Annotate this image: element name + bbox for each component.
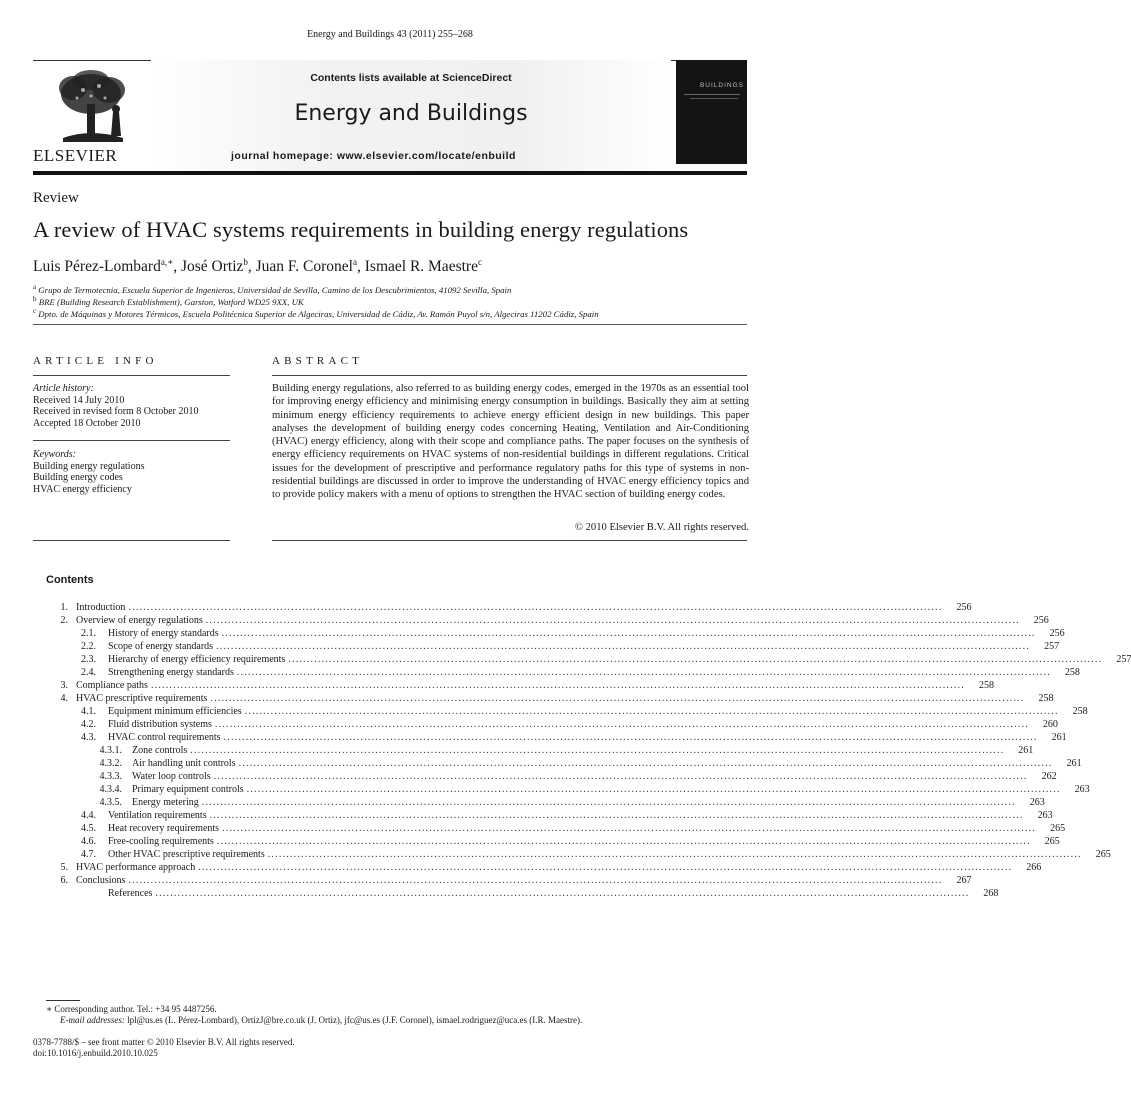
article-info-rule [33,440,230,441]
toc-entry[interactable] [46,861,1042,874]
toc-page-number: 261 [1018,745,1034,756]
toc-number: 4.4. [81,810,96,821]
toc-entry[interactable] [46,770,1057,783]
toc-number: 4.5. [81,823,96,834]
toc-entry[interactable] [46,887,999,900]
author-sep: , [173,258,181,276]
toc-title: Water loop controls [132,771,211,782]
toc-entry[interactable] [46,822,1066,835]
toc-page-number: 256 [1033,615,1049,626]
toc-number: 2. [60,615,68,626]
toc-title: Other HVAC prescriptive requirements [108,849,265,860]
publisher-name: ELSEVIER [33,146,118,165]
keyword: Building energy regulations [33,460,145,472]
keyword: HVAC energy efficiency [33,483,132,495]
toc-title: Air handling unit controls [132,758,236,769]
toc-leader-dots: ............................................................................................................................................................................................................................ [150,680,965,691]
toc-number: 4.1. [81,706,96,717]
toc-number: 4.3.1. [99,745,122,756]
homepage-prefix: journal homepage: [231,150,337,162]
toc-number: 4.3.4. [99,784,122,795]
toc-entry[interactable] [46,705,1088,718]
author-name[interactable]: Luis Pérez-Lombard [33,258,161,276]
toc-leader-dots: ............................................................................................................................................................................................................................ [128,602,943,613]
author-sup: a [353,257,357,267]
toc-entry[interactable] [46,640,1060,653]
article-info-heading: ARTICLE INFO [33,355,158,367]
toc-page-number: 263 [1029,797,1045,808]
article-info-rule [33,540,230,541]
journal-header [33,60,747,172]
author-sup: a,∗ [160,257,174,267]
toc-number: 6. [60,875,68,886]
author-sep: , [247,258,256,276]
email-addresses [60,1015,582,1026]
affiliation-text: Dpto. de Máquinas y Motores Térmicos, Escuela Politécnica Superior de Algeciras, Universidad de Cádiz, Av. Ramón Puyol s/n, Algeciras 11202 Cádiz, Spain [36,308,599,319]
cover-title: BUILDINGS [699,82,744,89]
toc-title: HVAC prescriptive requirements [76,693,208,704]
toc-leader-dots: ............................................................................................................................................................................................................................ [214,719,1029,730]
revised-date: Received in revised form 8 October 2010 [33,406,199,417]
table-of-contents [46,601,1131,900]
header-center [151,60,671,172]
journal-citation: Energy and Buildings 43 (2011) 255–268 [307,29,473,40]
issn-line: 0378-7788/$ – see front matter © 2010 Elsevier B.V. All rights reserved. [33,1037,295,1047]
author-sep: , [357,258,365,276]
toc-title: Hierarchy of energy efficiency requirements [108,654,286,665]
homepage-link[interactable]: www.elsevier.com/locate/enbuild [336,150,516,162]
toc-number: 4.2. [81,719,96,730]
toc-page-number: 258 [1038,693,1054,704]
affiliation [33,307,599,319]
toc-entry[interactable] [46,653,1131,666]
author-name[interactable]: Juan F. Coronel [255,258,353,276]
toc-leader-dots: ............................................................................................................................................................................................................................ [221,628,1036,639]
author-sup: b [243,257,248,267]
toc-number: 2.2. [81,641,96,652]
toc-number: 4.3.5. [99,797,122,808]
toc-page-number: 263 [1037,810,1053,821]
received-date: Received 14 July 2010 [33,394,125,406]
toc-leader-dots: ............................................................................................................................................................................................................................ [288,654,1103,665]
toc-title: Compliance paths [76,680,148,691]
toc-title: HVAC control requirements [108,732,221,743]
toc-leader-dots: ............................................................................................................................................................................................................................ [201,797,1016,808]
toc-entry[interactable] [46,796,1045,809]
affiliation [33,295,304,307]
toc-title: Equipment minimum efficiencies [108,706,242,717]
journal-cover-thumbnail[interactable] [676,60,747,164]
affiliation [33,283,511,295]
history-label: Article history: [33,383,94,394]
journal-title: Energy and Buildings [294,101,528,126]
contents-prefix: Contents lists available at [310,72,443,84]
toc-leader-dots: ............................................................................................................................................................................................................................ [244,706,1059,717]
toc-title: Conclusions [76,875,126,886]
toc-title: Free-cooling requirements [108,836,214,847]
doi-link[interactable]: doi:10.1016/j.enbuild.2010.10.025 [33,1048,158,1058]
toc-leader-dots: ............................................................................................................................................................................................................................ [209,810,1024,821]
toc-page-number: 268 [983,888,999,899]
affiliation-sup: a [33,283,37,291]
toc-entry[interactable] [46,744,1034,757]
toc-number: 2.1. [81,628,96,639]
toc-title: Primary equipment controls [132,784,244,795]
toc-page-number: 262 [1041,771,1057,782]
toc-number: 4.3.2. [99,758,122,769]
toc-entry[interactable] [46,614,1049,627]
header-bottom-rule [33,171,747,175]
author-name[interactable]: José Ortiz [180,258,244,276]
toc-page-number: 258 [978,680,994,691]
toc-title: References [108,888,153,899]
contents-heading: Contents [46,574,94,586]
toc-page-number: 261 [1066,758,1082,769]
footnote-rule [46,1000,80,1001]
article-info-rule [33,375,230,376]
toc-number: 4.3. [81,732,96,743]
abstract-text: Building energy regulations, also referred to as building energy codes, emerged in the 1970s as an essential tool for improving energy efficiency and minimising energy consumption in buildings. Basically they aim at setting minimum energy efficiency requirements to achieve energy efficient design in new buildings. This paper analyses the development of building energy codes concerning Heating, Ventilation and Air-Conditioning (HVAC) energy efficiency, along with their scope and compliance paths. The paper focuses on the synthesis of energy efficiency requirements on HVAC systems of non-residential buildings in different regulations. Critical issues for the development of prescriptive and performance regulatory paths for this type of systems in non-residential buildings are discussed in order to improve the understanding of HVAC energy efficiency topics and to provide policy makers with a menu of options to strengthen the HVAC section of building energy codes. [272,383,749,501]
toc-page-number: 258 [1064,667,1080,678]
toc-leader-dots: ............................................................................................................................................................................................................................ [216,836,1031,847]
keywords-label: Keywords: [33,449,76,460]
toc-number: 3. [60,680,68,691]
affiliation-text: BRE (Building Research Establishment), Garston, Watford WD25 9XX, UK [36,296,304,307]
abstract-rule [272,540,747,541]
toc-leader-dots: ............................................................................................................................................................................................................................ [236,667,1051,678]
toc-page-number: 257 [1116,654,1131,665]
toc-leader-dots: ............................................................................................................................................................................................................................ [190,745,1005,756]
keyword: Building energy codes [33,472,123,483]
toc-number: 2.3. [81,654,96,665]
cover-rule [684,94,740,95]
toc-title: Introduction [76,602,126,613]
toc-leader-dots: ............................................................................................................................................................................................................................ [246,784,1061,795]
toc-entry[interactable] [46,601,972,614]
toc-leader-dots: ............................................................................................................................................................................................................................ [223,732,1038,743]
corresponding-author-note: ∗ Corresponding author. Tel.: +34 95 4487256. [46,1004,217,1014]
toc-leader-dots: ............................................................................................................................................................................................................................ [210,693,1025,704]
affiliation-text: Grupo de Termotecnia, Escuela Superior de Ingenieros, Universidad de Sevilla, Camino de los Descubrimientos, 41092 Sevilla, Spain [36,284,512,295]
toc-page-number: 260 [1042,719,1058,730]
toc-title: Overview of energy regulations [76,615,203,626]
toc-page-number: 266 [1026,862,1042,873]
cover-rule [690,98,738,99]
contents-available-line [151,72,671,84]
toc-entry[interactable] [46,757,1082,770]
affiliations-divider [33,324,747,325]
toc-number: 4.7. [81,849,96,860]
toc-entry[interactable] [46,874,972,887]
copyright-notice: © 2010 Elsevier B.V. All rights reserved. [574,522,749,533]
toc-page-number: 265 [1050,823,1066,834]
toc-page-number: 265 [1095,849,1111,860]
toc-entry[interactable] [46,731,1067,744]
affiliation-sup: c [33,307,37,315]
email-text[interactable]: lpl@us.es (L. Pérez-Lombard), OrtizJ@bre.co.uk (J. Ortiz), jfc@us.es (J.F. Coronel), ismael.rodriguez@uca.es (I.R. Maestre). [124,1015,583,1025]
toc-title: Strengthening energy standards [108,667,234,678]
affiliation-sup: b [33,295,37,303]
toc-entry[interactable] [46,718,1058,731]
article-type: Review [33,190,79,206]
toc-page-number: 257 [1044,641,1060,652]
toc-title: Fluid distribution systems [108,719,212,730]
toc-page-number: 261 [1051,732,1067,743]
toc-title: Zone controls [132,745,188,756]
toc-leader-dots: ............................................................................................................................................................................................................................ [238,758,1053,769]
toc-title: Ventilation requirements [108,810,207,821]
toc-leader-dots: ............................................................................................................................................................................................................................ [155,888,970,899]
elsevier-logo[interactable] [33,68,151,166]
toc-entry[interactable] [46,809,1053,822]
email-label: E-mail addresses: [60,1015,125,1025]
paper-title: A review of HVAC systems requirements in building energy regulations [33,217,689,242]
toc-entry[interactable] [46,627,1065,640]
toc-leader-dots: ............................................................................................................................................................................................................................ [198,862,1013,873]
toc-entry[interactable] [46,783,1090,796]
toc-title: Energy metering [132,797,199,808]
toc-number: 1. [60,602,68,613]
toc-leader-dots: ............................................................................................................................................................................................................................ [222,823,1037,834]
toc-title: HVAC performance approach [76,862,196,873]
toc-page-number: 263 [1074,784,1090,795]
toc-leader-dots: ............................................................................................................................................................................................................................ [128,875,943,886]
toc-entry[interactable] [46,692,1054,705]
abstract-heading: ABSTRACT [272,355,364,367]
toc-entry[interactable] [46,835,1060,848]
sciencedirect-link[interactable]: ScienceDirect [442,72,512,84]
toc-leader-dots: ............................................................................................................................................................................................................................ [205,615,1020,626]
journal-homepage-line [231,150,671,162]
toc-number: 4.6. [81,836,96,847]
author-list [33,257,482,276]
toc-title: Scope of energy standards [108,641,214,652]
toc-number: 5. [60,862,68,873]
toc-leader-dots: ............................................................................................................................................................................................................................ [213,771,1028,782]
article-history [33,383,233,429]
toc-title: Heat recovery requirements [108,823,220,834]
toc-number: 4.3.3. [99,771,122,782]
toc-entry[interactable] [46,679,994,692]
toc-page-number: 265 [1044,836,1060,847]
accepted-date: Accepted 18 October 2010 [33,417,141,429]
toc-page-number: 267 [956,875,972,886]
toc-page-number: 258 [1072,706,1088,717]
author-name[interactable]: Ismael R. Maestre [364,258,478,276]
toc-leader-dots: ............................................................................................................................................................................................................................ [267,849,1082,860]
toc-entry[interactable] [46,666,1080,679]
abstract-rule [272,375,747,376]
toc-number: 4. [60,693,68,704]
toc-entry[interactable] [46,848,1111,861]
elsevier-tree-icon [43,68,141,142]
toc-title: History of energy standards [108,628,219,639]
author-sup: c [477,257,482,267]
toc-number: 2.4. [81,667,96,678]
toc-leader-dots: ............................................................................................................................................................................................................................ [216,641,1031,652]
toc-page-number: 256 [956,602,972,613]
keywords-block [33,449,233,495]
toc-page-number: 256 [1049,628,1065,639]
